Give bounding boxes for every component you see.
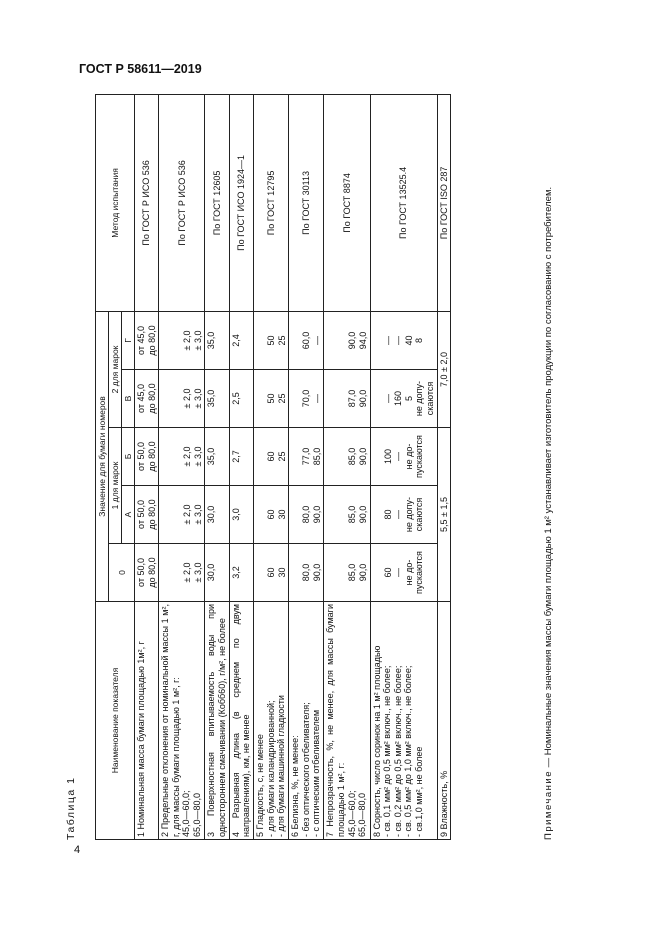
value-cell-v0 [253,544,288,602]
value-line: — [393,335,404,345]
value-cell-b [159,428,205,486]
value-cell-g [135,311,159,369]
row-name-text: 7 Непрозрачность, %, не менее, для массы бумаги площадью 1 м², г: [325,604,346,837]
value-line: не допу- [403,496,414,533]
col-header-0: 0 [109,544,135,602]
value-cell-v [324,370,370,428]
row-name [205,602,229,840]
value-line: 35,0 [206,331,217,350]
row-subitem: - для бумаги машинной гладкости [276,695,287,837]
col-header-method: Метод испытания [96,94,135,311]
col-header-a: А [122,486,135,544]
spacer [160,314,182,367]
value-cell-v [135,370,159,428]
value-line: скаются [414,497,425,532]
value-line: 25 [276,451,287,462]
row-name-text: 5 Гладкость, с, не менее [254,734,265,837]
value-cell-v0 [324,544,370,602]
value-line: ± 2,0 [182,562,193,583]
table-row [135,94,159,839]
value-line: ± 3,0 [192,388,203,409]
value-line: до 80,0 [146,325,157,356]
value-cell-g [229,311,253,369]
rotated-table-page [65,95,580,840]
row-name-text: 2 Предельные отклонения от номинальной массы 1 м², г, для массы бумаги площадью 1 м², г: [160,604,181,837]
spacer [255,372,266,425]
row-name [437,602,451,840]
value-line: 94,0 [357,331,368,350]
spacer [160,488,182,541]
value-line: 90,0 [357,389,368,408]
row-name [289,602,324,840]
row-name [253,602,288,840]
value-line: 3,0 [230,508,241,521]
value-line: 85,0 [311,447,322,466]
spacer [255,314,266,367]
value-cell-g [253,311,288,369]
page-number: 4 [74,844,81,856]
value-cell-v0 [229,544,253,602]
value-line: 90,0 [311,505,322,524]
row-name [229,602,253,840]
row-name [135,602,159,840]
value-line: 60 [265,567,276,578]
value-line: 25 [276,335,287,346]
value-cell-v0 [289,544,324,602]
row-name-text: 1 Номинальная масса бумаги площадью 1м², г [136,641,147,837]
value-line: — [393,568,404,577]
value-line: 80,0 [301,505,312,524]
value-line: 40 [403,335,414,346]
row-subitem: - без оптического отбеливателя; [300,702,311,837]
value-line: 35,0 [206,389,217,408]
row-subitem: - для бумаги каландрированной; [265,700,276,837]
value-line: 70,0 [301,389,312,408]
value-cell-g [159,311,205,369]
row-name-text: 8 Сорность, число соринок на 1 м² площадью [371,645,382,837]
method-cell: По ГОСТ ISO 287 [437,94,451,311]
col-header-grade2: 2 для марок [109,311,122,427]
table-row [229,94,253,839]
value-line: 2,5 [230,392,241,405]
value-line: ± 2,0 [182,330,193,351]
value-line: — [311,335,322,345]
value-line: ± 2,0 [182,388,193,409]
value-cell-b [229,428,253,486]
value-cell-a [205,486,229,544]
value-line: 60 [265,451,276,462]
spacer [160,546,182,599]
value-line: от 45,0 [136,326,147,355]
value-line: 87,0 [347,389,358,408]
row-name-text: 3 Поверхностная впитываемость воды при одностороннем смачивании (Кобб60), г/м², не более [206,604,228,837]
value-cell-v [159,370,205,428]
spacer [325,546,347,599]
value-line: 60 [382,567,393,578]
row-name [159,602,205,840]
value-cell-g [370,311,437,369]
spacer [325,372,347,425]
value-cell-v [253,370,288,428]
value-line: 90,0 [357,505,368,524]
value-line: 77,0 [301,447,312,466]
value-cell-v [229,370,253,428]
value-line: 160 [393,390,404,407]
value-line: ± 3,0 [192,504,203,525]
value-line: 85,0 [347,447,358,466]
value-line: 30 [276,567,287,578]
row-subitem: 65,0—80,0 [192,792,203,837]
row-subitem: - с оптическим отбеливателем [311,709,322,837]
spacer [160,430,182,483]
value-line: 80,0 [301,563,312,582]
value-line: 90,0 [357,563,368,582]
spacer [372,488,383,541]
method-cell: По ГОСТ 13525.4 [370,94,437,311]
table-row [289,94,324,839]
spacer [372,546,383,599]
value-line: 90,0 [357,447,368,466]
value-line: — [393,452,404,461]
value-cell-v0 [135,544,159,602]
document-header: ГОСТ Р 58611—2019 [79,62,202,76]
value-cell-a [159,486,205,544]
value-line: до 80,0 [146,557,157,588]
col-header-b: Б [122,428,135,486]
table-caption: Таблица 1 [65,776,77,840]
col-header-name: Наименование показателя [96,602,135,840]
value-line: — [382,335,393,345]
value-line: не до- [403,443,414,470]
value-line: 2,7 [230,450,241,463]
value-cell-a [289,486,324,544]
spacer [290,372,301,425]
value-cell-g [324,311,370,369]
method-cell: По ГОСТ Р ИСО 536 [135,94,159,311]
spacer [372,372,383,425]
value-cell-v0 [159,544,205,602]
value-cell-b [135,428,159,486]
value-cell-v0 [205,544,229,602]
value-line: — [311,394,322,403]
value-cell-b [205,428,229,486]
value-line: 30,0 [206,505,217,524]
col-header-values: Значение для бумаги номеров [96,311,109,601]
value-cell-b [253,428,288,486]
value-cell-a [253,486,288,544]
table-body [135,94,451,839]
value-cell-v [370,370,437,428]
spacer [255,546,266,599]
value-line: 60 [265,509,276,520]
value-line: ± 3,0 [192,562,203,583]
value-cell-a [324,486,370,544]
method-cell: По ГОСТ 30113 [289,94,324,311]
method-cell: По ГОСТ 12605 [205,94,229,311]
table-row [159,94,205,839]
value-line: 5 [403,396,414,402]
value-line: от 50,0 [136,442,147,471]
value-line: — [393,510,404,519]
note-text: — Номинальные значения массы бумаги площадью 1 м² устанавливает изготовитель продукции по согласованию с потребителем. [543,186,554,770]
value-line: 50 [265,393,276,404]
value-line: 25 [276,393,287,404]
spacer [255,430,266,483]
value-line: от 50,0 [136,558,147,587]
value-cell-g [205,311,229,369]
method-cell: По ГОСТ Р ИСО 536 [159,94,205,311]
spacer [372,314,383,367]
col-header-v: В [122,370,135,428]
spacer [290,546,301,599]
value-line: 50 [265,335,276,346]
col-header-grade1: 1 для марок [109,428,122,544]
value-cell-a [370,486,437,544]
value-line: ± 2,0 [182,504,193,525]
col-header-g: Г [122,311,135,369]
method-cell: По ГОСТ 8874 [324,94,370,311]
value-line: 8 [414,337,425,343]
value-line: не допу-скаются [414,380,436,417]
value-cell-a [229,486,253,544]
value-line: от 45,0 [136,384,147,413]
value-cell-a [135,486,159,544]
table-row [205,94,229,839]
value-line: ± 3,0 [192,330,203,351]
method-cell: По ГОСТ ИСО 1924—1 [229,94,253,311]
row-subitem: 65,0—80,0 [357,792,368,837]
spacer [160,372,182,425]
value-line: от 50,0 [136,500,147,529]
value-line: — [382,394,393,403]
value-line: ± 3,0 [192,446,203,467]
row-subitem: - св.1,0 мм², не более [414,746,425,837]
method-cell: По ГОСТ 12795 [253,94,288,311]
row-subitem: 45,0—60,0; [346,790,357,837]
note-label: Примечание [543,770,554,840]
row-name [324,602,370,840]
value-cell-v0 [370,544,437,602]
table-note [543,95,554,840]
value-line: 60,0 [301,331,312,350]
row-name-text: 6 Белизна, %, не менее: [290,735,301,837]
value-line: не до- [403,559,414,586]
row-name-text: 9 Влажность, % [438,770,449,837]
table-row [253,94,288,839]
value-cell-b [324,428,370,486]
row-subitem: - св. 0,5 мм² до 1,0 мм² включ., не более; [403,665,414,837]
row-subitem: 45,0—60,0; [181,790,192,837]
value-line: до 80,0 [146,499,157,530]
value-line: 90,0 [347,331,358,350]
spacer [290,430,301,483]
value-cell-v [289,370,324,428]
spacer [372,430,383,483]
value-line: 85,0 [347,563,358,582]
spacer [325,430,347,483]
value-line: 85,0 [347,505,358,524]
row-name-text: 4 Разрывная длина (в среднем по двум направлениям), км, не менее [230,604,252,837]
value-line: 90,0 [311,563,322,582]
spacer [255,488,266,541]
value-line: до 80,0 [146,441,157,472]
spacer [290,314,301,367]
value-line: 3,2 [230,566,241,579]
spacer [290,488,301,541]
value-line: 35,0 [206,447,217,466]
row-subitem: - св. 0,2 мм² до 0,5 мм² включ., не более; [392,665,403,837]
value-line: пускаются [414,435,425,478]
table-row [324,94,370,839]
value-line: 100 [382,448,393,465]
row-name [370,602,437,840]
value-cell-b [370,428,437,486]
value-line: 80 [382,509,393,520]
value-line: 30 [276,509,287,520]
specification-table [95,94,451,840]
value-cell-b [289,428,324,486]
value-cell-v [205,370,229,428]
spacer [325,488,347,541]
table-row [437,94,451,839]
value-line: 2,4 [230,334,241,347]
table-row [370,94,437,839]
value-cell: 7,0 ± 2,0 [437,311,451,427]
value-cell: 5,5 ± 1,5 [437,428,451,602]
spacer [325,314,347,367]
value-line: ± 2,0 [182,446,193,467]
value-line: до 80,0 [146,383,157,414]
value-cell-g [289,311,324,369]
value-line: пускаются [414,551,425,594]
value-line: 30,0 [206,563,217,582]
row-subitem: - св. 0,1 мм² до 0,5 мм² включ., не более; [382,665,393,837]
